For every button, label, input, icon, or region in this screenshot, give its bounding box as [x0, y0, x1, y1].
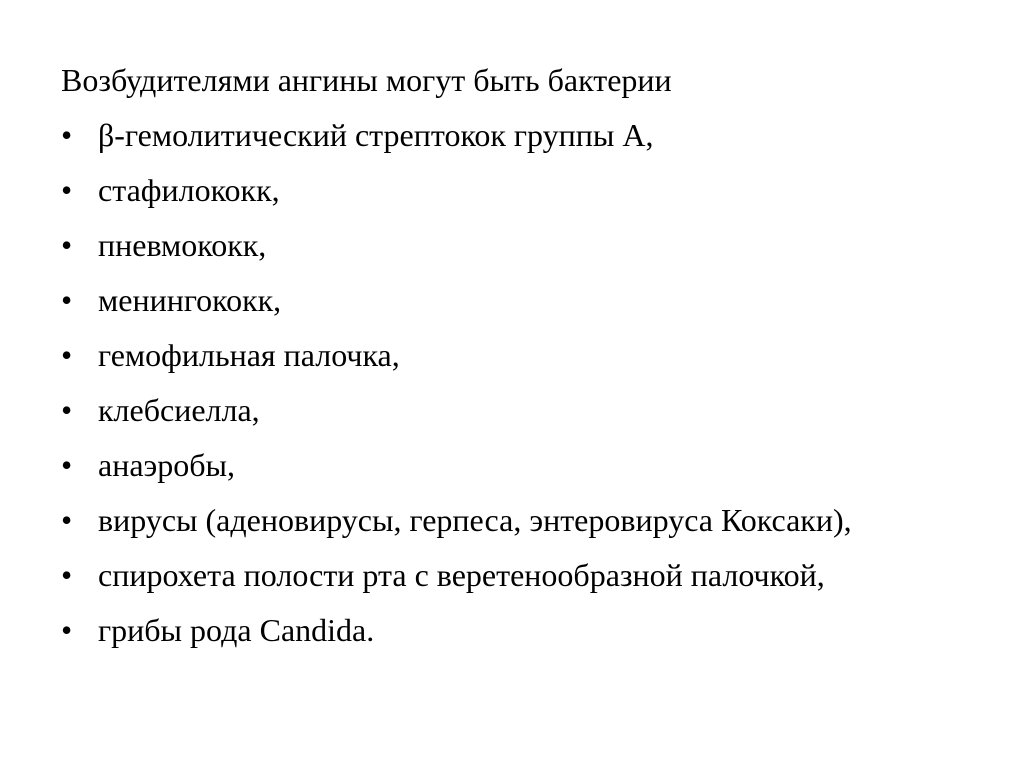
list-item [61, 553, 965, 597]
list-item-text: гемофильная палочка, [98, 337, 400, 373]
list-item [61, 223, 965, 267]
list-item-text: менингококк, [98, 282, 282, 318]
bullet-icon: • [61, 282, 73, 318]
bullet-icon: • [61, 557, 73, 593]
list-item-text: спирохета полости рта с веретенообразной палочкой, [98, 557, 825, 593]
list-item [61, 278, 965, 322]
list-item-text: клебсиелла, [98, 392, 260, 428]
list-item-text: пневмококк, [98, 227, 267, 263]
list-item-text: грибы рода Candida. [98, 612, 375, 648]
list-item-text: стафилококк, [98, 172, 280, 208]
bullet-list [61, 113, 965, 663]
list-item-text: вирусы (аденовирусы, герпеса, энтеровируса Коксаки), [98, 502, 852, 538]
list-item-text: анаэробы, [98, 447, 236, 483]
list-item [61, 498, 965, 542]
list-item [61, 333, 965, 377]
bullet-icon: • [61, 337, 73, 373]
list-item [61, 113, 965, 157]
bullet-icon: • [61, 392, 73, 428]
bullet-icon: • [61, 117, 73, 153]
bullet-icon: • [61, 172, 73, 208]
list-item [61, 443, 965, 487]
list-item [61, 608, 965, 652]
bullet-icon: • [61, 612, 73, 648]
list-item [61, 388, 965, 432]
list-item [61, 168, 965, 212]
bullet-icon: • [61, 447, 73, 483]
bullet-icon: • [61, 227, 73, 263]
bullet-icon: • [61, 502, 73, 538]
list-item-text: β-гемолитический стрептокок группы А, [98, 117, 654, 153]
intro-text: Возбудителями ангины могут быть бактерии [61, 62, 672, 98]
